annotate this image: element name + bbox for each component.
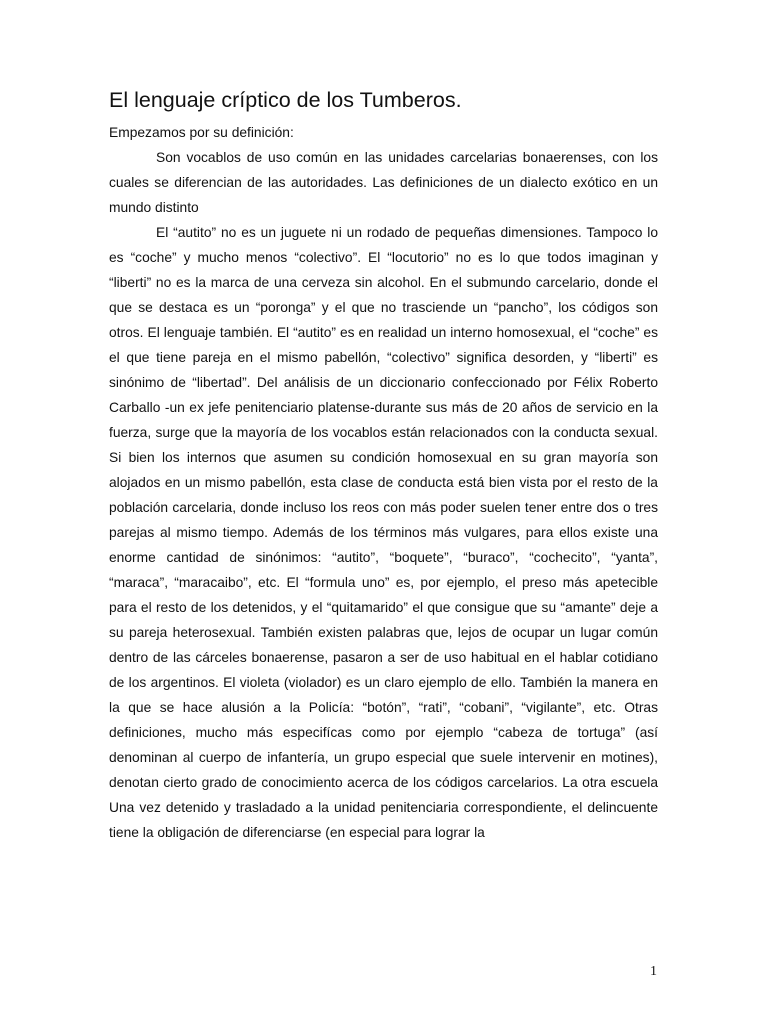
paragraph-2: El “autito” no es un juguete ni un rodado de pequeñas dimensiones. Tampoco lo es “coche” y mucho menos “colectivo”. El “locutorio” no es lo que todos imaginan y “liberti” no es la marca de una cerveza sin alcohol. En el submundo carcelario, donde el que se destaca es un “poronga” y el que no trasciende un “pancho”, los códigos son otros. El lenguaje también. El “autito” es en realidad un interno homosexual, el “coche” es el que tiene pareja en el mismo pabellón, “colectivo” significa desorden, y “liberti” es sinónimo de “libertad”. Del análisis de un diccionario confeccionado por Félix Roberto Carballo -un ex jefe penitenciario platense-durante sus más de 20 años de servicio en la fuerza, surge que la mayoría de los vocablos están relacionados con la conducta sexual. Si bien los internos que asumen su condición homosexual en su gran mayoría son alojados en un mismo pabellón, esta clase de conducta está bien vista por el resto de la población carcelaria, donde incluso los reos con más poder suelen tener entre dos o tres parejas al mismo tiempo. Además de los términos más vulgares, para ellos existe una enorme cantidad de sinónimos: “autito”, “boquete”, “buraco”, “cochecito”, “yanta”, “maraca”, “maracaibo”, etc. El “formula uno” es, por ejemplo, el preso más apetecible para el resto de los detenidos, y el “quitamarido” el que consigue que su “amante” deje a su pareja heterosexual. También existen palabras que, lejos de ocupar un lugar común dentro de las cárceles bonaerense, pasaron a ser de uso habitual en el hablar cotidiano de los argentinos. El violeta (violador) es un claro ejemplo de ello. También la manera en la que se hace alusión a la Policía: “botón”, “rati”, “cobani”, “vigilante”, etc. Otras definiciones, mucho más especifícas como por ejemplo “cabeza de tortuga” (así denominan al cuerpo de infantería, un grupo especial que suele intervenir en motines), denotan cierto grado de conocimiento acerca de los códigos carcelarios. La otra escuela Una vez detenido y trasladado a la unidad penitenciaria correspondiente, el delincuente tiene la obligación de diferenciarse (en especial para lograr la: [109, 225, 658, 840]
document-title: El lenguaje críptico de los Tumberos.: [109, 88, 462, 112]
document-subtitle: Empezamos por su definición:: [109, 125, 294, 140]
document-page: [109, 82, 658, 845]
paragraph-1: Son vocablos de uso común en las unidades carcelarias bonaerenses, con los cuales se diferencian de las autoridades. Las definiciones de un dialecto exótico en un mundo distinto: [109, 150, 658, 215]
page-number: 1: [650, 964, 657, 979]
